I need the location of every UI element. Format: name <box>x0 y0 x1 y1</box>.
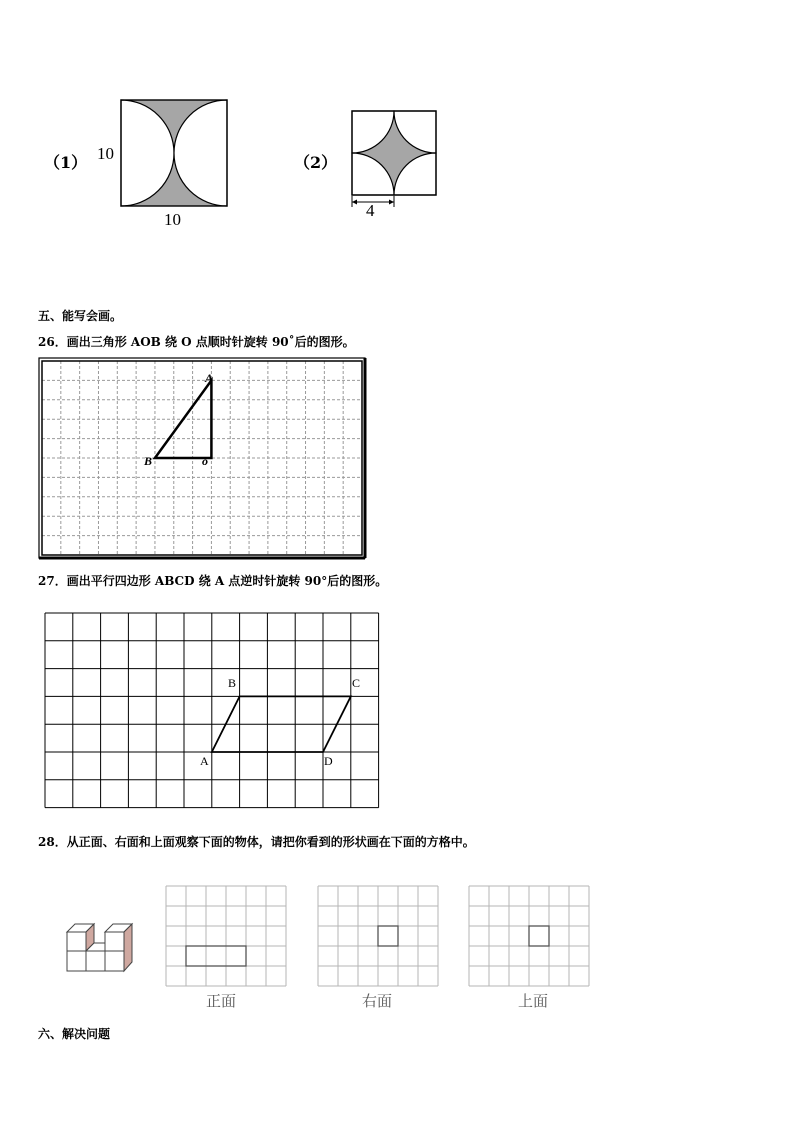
q28-reference-cell <box>529 926 549 946</box>
figure-1-bottom-label: 10 <box>164 210 181 229</box>
q28-grid-right <box>317 885 439 987</box>
q27-label-B: B <box>228 676 237 690</box>
figure-2-dimension-arrow-right <box>389 200 394 205</box>
figure-1-side-label: 10 <box>97 144 114 163</box>
q28-text: 28．从正面、右面和上面观察下面的物体，请把你看到的形状画在下面的方格中。 <box>38 835 475 849</box>
q28-cube-object <box>64 920 144 980</box>
q26-text: 26．画出三角形 AOB 绕 O 点顺时针旋转 90˚后的图形。 <box>38 335 355 349</box>
q28-grid-front <box>165 885 287 987</box>
q28-grid-top <box>468 885 590 987</box>
q27-label-C: C <box>352 676 361 690</box>
q28-reference-cell <box>378 926 398 946</box>
q27-text: 27．画出平行四边形 ABCD 绕 A 点逆时针旋转 90°后的图形。 <box>38 574 388 588</box>
q28-view-label-front: 正面 <box>206 992 237 1010</box>
q27-square-grid <box>44 612 382 806</box>
q26-label-A: A <box>205 371 214 385</box>
figure-2-dimension-label: 4 <box>366 201 375 220</box>
figure-1-square-with-arcs <box>120 99 230 209</box>
figure-1-label: （1） <box>44 153 88 172</box>
figure-2-dimension-arrow-left <box>352 200 357 205</box>
q26-label-B: B <box>144 454 153 468</box>
q28-front-reference-cells <box>186 946 246 966</box>
q28-view-label-right: 右面 <box>362 992 393 1010</box>
q27-label-A: A <box>200 754 209 768</box>
figure-2-label: （2） <box>294 153 338 172</box>
figure-2-square-with-quarter-arcs <box>351 110 439 210</box>
q26-label-O: o <box>202 454 208 468</box>
q28-view-label-top: 上面 <box>518 992 549 1010</box>
section-6-title: 六、解决问题 <box>38 1027 111 1041</box>
section-5-title: 五、能写会画。 <box>38 309 123 323</box>
q27-label-D: D <box>324 754 333 768</box>
